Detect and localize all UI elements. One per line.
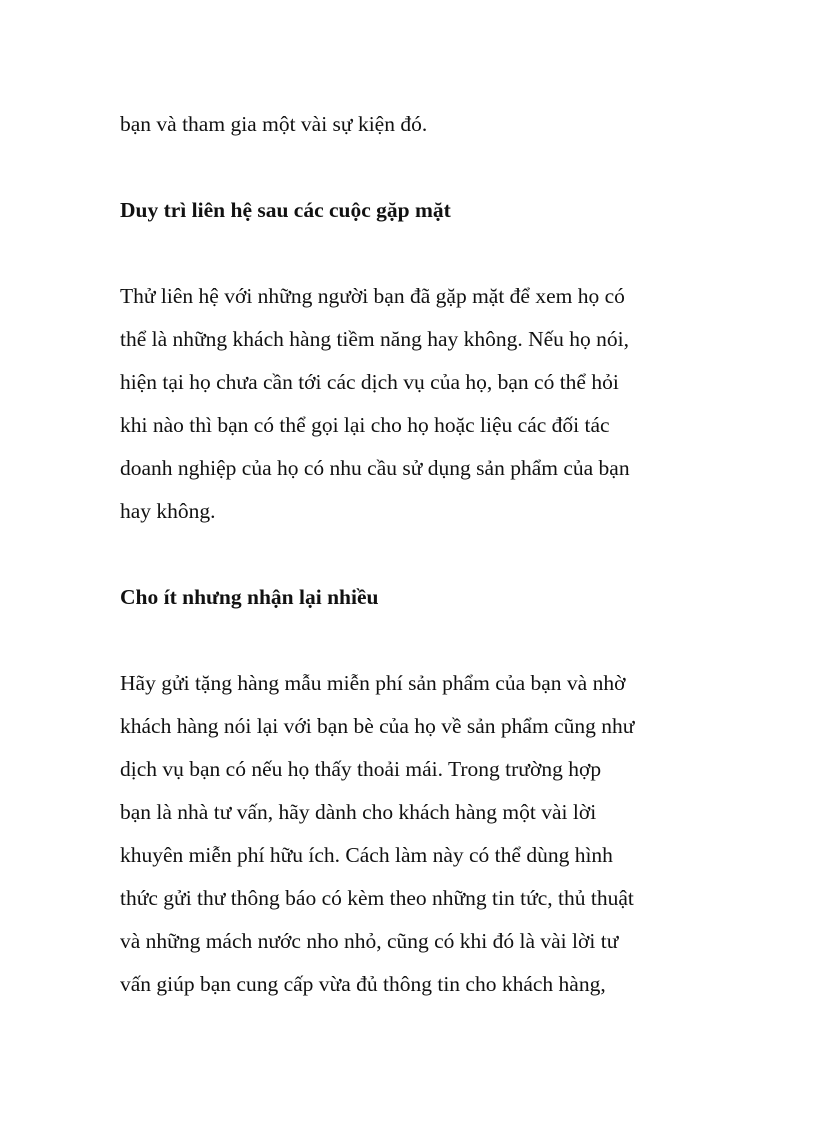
- paragraph-line: thể là những khách hàng tiềm năng hay không. Nếu họ nói,: [120, 327, 630, 351]
- paragraph-line: bạn và tham gia một vài sự kiện đó.: [120, 112, 428, 136]
- paragraph-spacer: [120, 619, 720, 662]
- paragraph-line: khách hàng nói lại với bạn bè của họ về sản phẩm cũng như: [120, 714, 635, 738]
- paragraph-line: doanh nghiệp của họ có nhu cầu sử dụng sản phẩm của bạn: [120, 456, 630, 480]
- section-heading: Cho ít nhưng nhận lại nhiều: [120, 585, 379, 609]
- paragraph-line: bạn là nhà tư vấn, hãy dành cho khách hàng một vài lời: [120, 800, 597, 824]
- paragraph-line: vấn giúp bạn cung cấp vừa đủ thông tin cho khách hàng,: [120, 972, 606, 996]
- paragraph-line: dịch vụ bạn có nếu họ thấy thoải mái. Trong trường hợp: [120, 757, 602, 781]
- paragraph-spacer: [120, 232, 720, 275]
- paragraph-line: khuyên miễn phí hữu ích. Cách làm này có thể dùng hình: [120, 843, 613, 867]
- document-body: [120, 103, 720, 1006]
- paragraph-line: khi nào thì bạn có thể gọi lại cho họ hoặc liệu các đối tác: [120, 413, 610, 437]
- paragraph-line: Thử liên hệ với những người bạn đã gặp mặt để xem họ có: [120, 284, 625, 308]
- paragraph-line: và những mách nước nho nhỏ, cũng có khi đó là vài lời tư: [120, 929, 619, 953]
- paragraph-line: hiện tại họ chưa cần tới các dịch vụ của họ, bạn có thể hỏi: [120, 370, 619, 394]
- paragraph-line: thức gửi thư thông báo có kèm theo những tin tức, thủ thuật: [120, 886, 634, 910]
- paragraph-spacer: [120, 146, 720, 189]
- paragraph-line: hay không.: [120, 499, 216, 523]
- section-heading: Duy trì liên hệ sau các cuộc gặp mặt: [120, 198, 451, 222]
- paragraph-line: Hãy gửi tặng hàng mẫu miễn phí sản phẩm của bạn và nhờ: [120, 671, 626, 695]
- paragraph-spacer: [120, 533, 720, 576]
